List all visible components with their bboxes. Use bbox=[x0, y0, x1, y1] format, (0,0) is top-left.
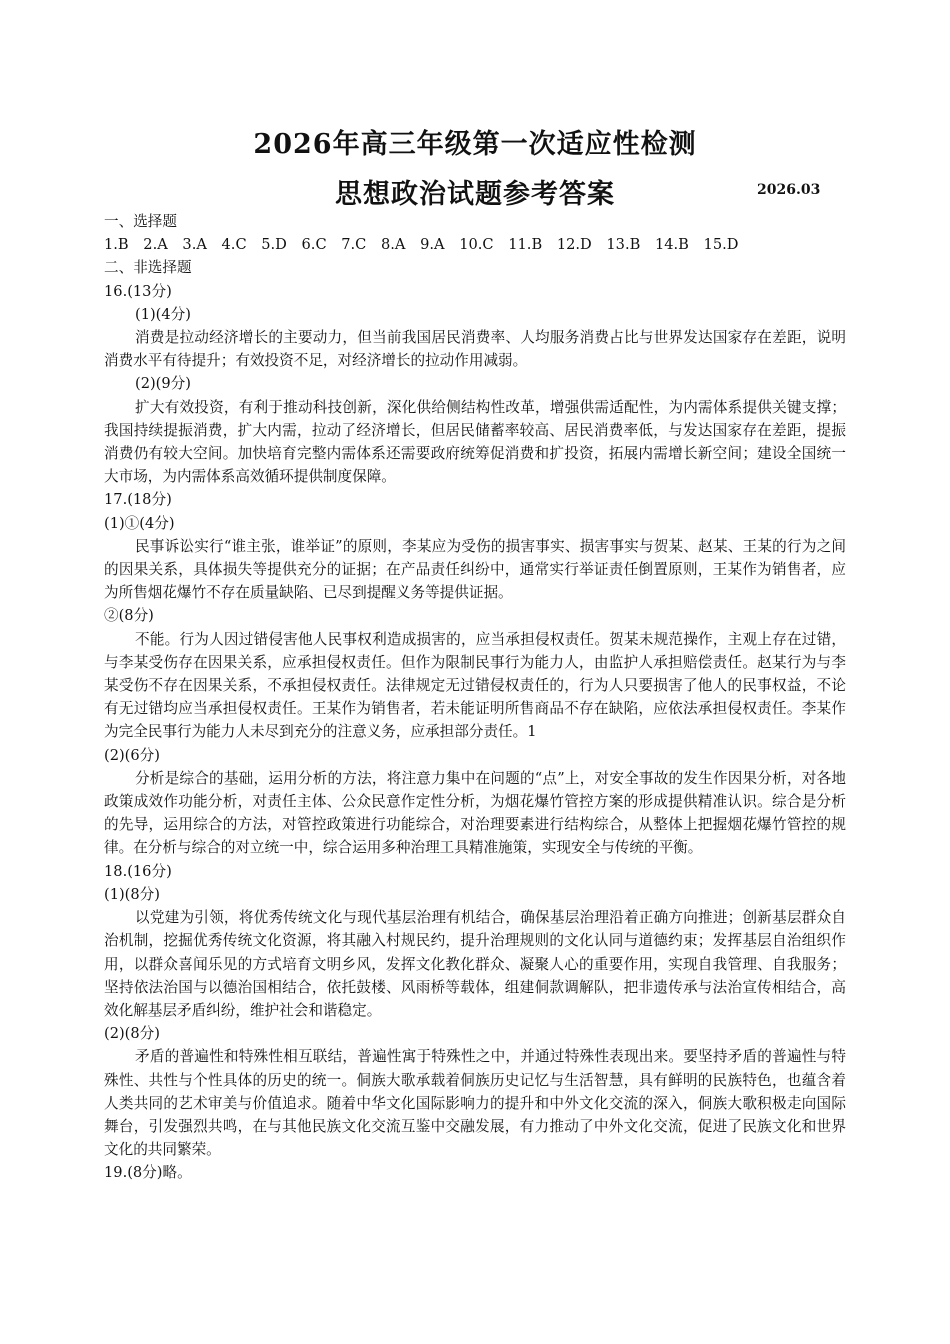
question-18-part1-label: (1)(8分) bbox=[104, 885, 160, 903]
question-18-label: 18.(16分) bbox=[104, 862, 172, 880]
question-17-part1b-answer: 不能。行为人因过错侵害他人民事权利造成损害的，应当承担侵权责任。贺某未规范操作，主观上存在过错，与李某受伤存在因果关系，应承担侵权责任。但作为限制民事行为能力人，由监护人承担赔偿责任。赵某行为与李某受伤不存在因果关系，不承担侵权责任。法律规定无过错侵权责任的，行为人只要损害了他人的民事权益，不论有无过错均应当承担侵权责任。王某作为销售者，若未能证明所售商品不存在缺陷，应依法承担侵权责任。李某作为完全民事行为能力人未尽到充分的注意义务，应承担部分责任。1 bbox=[104, 630, 846, 741]
question-16-part1-label: (1)(4分) bbox=[135, 305, 191, 323]
question-17-part1a-label: (1)①(4分) bbox=[104, 514, 175, 532]
choice-answer: 2.A bbox=[143, 236, 168, 254]
question-16-label: 16.(13分) bbox=[104, 282, 172, 300]
question-17-part2-label: (2)(6分) bbox=[104, 746, 160, 764]
choice-answer: 7.C bbox=[341, 236, 367, 254]
question-18-part1-answer: 以党建为引领，将优秀传统文化与现代基层治理有机结合，确保基层治理沿着正确方向推进；创新基层群众自治机制，挖掘优秀传统文化资源，将其融入村规民约，提升治理规则的文化认同与道德约束；发挥基层自治组织作用，以群众喜闻乐见的方式培育文明乡风，发挥文化教化群众、凝聚人心的重要作用，实现自我管理、自我服务；坚持依法治国与以德治国相结合，依托鼓楼、风雨桥等载体，组建侗款调解队，把非遗传承与法治宣传相结合，高效化解基层矛盾纠纷，维护社会和谐稳定。 bbox=[104, 909, 846, 1019]
choice-answer: 11.B bbox=[508, 236, 543, 254]
choice-answer: 14.B bbox=[654, 236, 689, 254]
choice-answer: 4.C bbox=[221, 236, 247, 254]
question-17-label: 17.(18分) bbox=[104, 491, 172, 509]
choice-answer: 8.A bbox=[380, 236, 406, 254]
section-heading-choice: 一、选择题 bbox=[104, 213, 177, 230]
question-17-part1a-answer: 民事诉讼实行“谁主张，谁举证”的原则，李某应为受伤的损害事实、损害事实与贺某、赵某、王某的行为之间的因果关系，具体损失等提供充分的证据；在产品责任纠纷中，通常实行举证责任倒置原则，王某作为销售者，应为所售烟花爆竹不存在质量缺陷、已尽到提醒义务等提供证据。 bbox=[104, 537, 846, 602]
choice-answer: 15.D bbox=[703, 236, 739, 254]
question-18-part2-answer: 矛盾的普遍性和特殊性相互联结，普遍性寓于特殊性之中，并通过特殊性表现出来。要坚持矛盾的普遍性与特殊性、共性与个性具体的历史的统一。侗族大歌承载着侗族历史记忆与生活智慧，具有鲜明的民族特色，也蕴含着人类共同的艺术审美与价值追求。随着中华文化国际影响力的提升和中外文化交流的深入，侗族大歌积极走向国际舞台，引发强烈共鸣，在与其他民族文化交流互鉴中交融发展，有力推动了中外文化交流，促进了民族文化和世界文化的共同繁荣。 bbox=[104, 1048, 846, 1159]
question-16-part2-label: (2)(9分) bbox=[135, 375, 191, 393]
choice-answer: 3.A bbox=[182, 236, 207, 254]
choice-answer: 1.B bbox=[104, 236, 129, 254]
choice-answer: 10.C bbox=[459, 236, 494, 254]
choice-answer: 9.A bbox=[420, 236, 445, 254]
question-19-label: 19.(8分)略。 bbox=[104, 1164, 192, 1182]
choice-answer: 6.C bbox=[301, 236, 327, 254]
choice-answer: 13.B bbox=[606, 236, 641, 254]
question-17-part1b-label: ②(8分) bbox=[104, 607, 154, 625]
page-title: 2026年高三年级第一次适应性检测 bbox=[253, 129, 697, 160]
choice-answer: 5.D bbox=[261, 236, 287, 254]
choice-answer-list bbox=[104, 233, 846, 256]
question-18-part2-label: (2)(8分) bbox=[104, 1025, 160, 1043]
question-16-part1-answer: 消费是拉动经济增长的主要动力，但当前我国居民消费率、人均服务消费占比与世界发达国家存在差距，说明消费水平有待提升；有效投资不足，对经济增长的拉动作用减弱。 bbox=[104, 329, 846, 370]
question-17-part2-answer: 分析是综合的基础，运用分析的方法，将注意力集中在问题的“点”上，对安全事故的发生作因果分析，对各地政策成效作功能分析，对责任主体、公众民意作定性分析，为烟花爆竹管控方案的形成提供精准认识。综合是分析的先导，运用综合的方法，对管控政策进行功能综合，对治理要素进行结构综合，从整体上把握烟花爆竹管控的规律。在分析与综合的对立统一中，综合运用多种治理工具精准施策，实现安全与传统的平衡。 bbox=[104, 769, 846, 857]
question-16-part2-answer: 扩大有效投资，有利于推动科技创新，深化供给侧结构性改革，增强供需适配性，为内需体系提供关键支撑；我国持续提振消费，扩大内需，拉动了经济增长，但居民储蓄率较高、居民消费率低，与发达国家存在差距，提振消费仍有较大空间。加快培育完整内需体系还需要政府统筹促消费和扩投资，拓展内需增长新空间；建设全国统一大市场，为内需体系高效循环提供制度保障。 bbox=[104, 398, 846, 486]
answer-content bbox=[104, 210, 846, 1185]
choice-answer: 12.D bbox=[556, 236, 592, 254]
section-heading-nonchoice: 二、非选择题 bbox=[104, 259, 192, 277]
document-date: 2026.03 bbox=[757, 182, 821, 198]
page-subtitle: 思想政治试题参考答案 bbox=[335, 179, 615, 210]
